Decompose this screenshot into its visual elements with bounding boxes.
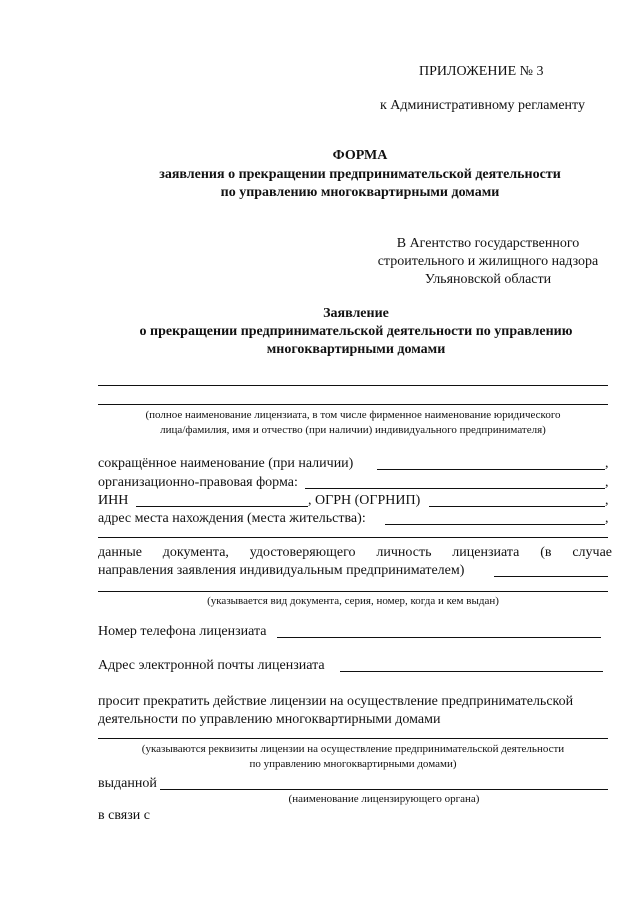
email-label: Адрес электронной почты лицензиата (98, 658, 325, 673)
issued-by-field[interactable] (160, 789, 608, 790)
address-field-line-2[interactable] (98, 537, 608, 538)
ogrn-label: , ОГРН (ОГРНИП) (308, 493, 421, 508)
ogrn-comma: , (605, 493, 609, 508)
reason-label: в связи с (98, 808, 150, 823)
short-name-field[interactable] (377, 469, 605, 470)
licensee-name-hint-line1: (полное наименование лицензиата, в том числе фирменное наименование юридического (145, 409, 561, 421)
licensee-name-line-2[interactable] (98, 404, 608, 405)
form-title: ФОРМА (332, 148, 388, 163)
identity-doc-line1: данные документа, удостоверяющего личность лицензиата (в случае (98, 545, 612, 560)
addressee-line3: Ульяновской области (424, 272, 552, 287)
license-details-hint-line2: по управлению многоквартирными домами) (249, 758, 457, 770)
identity-doc-line2: направления заявления индивидуальным предпринимателем) (98, 563, 465, 578)
legal-form-field[interactable] (305, 488, 605, 489)
statement-line2: многоквартирными домами (266, 342, 446, 357)
identity-doc-hint: (указывается вид документа, серия, номер, когда и кем выдан) (207, 595, 499, 607)
request-line2: деятельности по управлению многоквартирными домами (98, 712, 441, 727)
inn-label: ИНН (98, 493, 129, 508)
inn-field[interactable] (136, 506, 308, 507)
issued-by-hint: (наименование лицензирующего органа) (288, 793, 480, 805)
appendix-number: ПРИЛОЖЕНИЕ № 3 (419, 64, 544, 79)
short-name-label: сокращённое наименование (при наличии) (98, 456, 354, 471)
identity-doc-field-line-2[interactable] (98, 591, 608, 592)
appendix-reference: к Административному регламенту (380, 98, 585, 113)
identity-doc-field[interactable] (494, 576, 608, 577)
address-field[interactable] (385, 524, 605, 525)
statement-line1: о прекращении предпринимательской деятельности по управлению (139, 324, 573, 339)
license-details-field[interactable] (98, 738, 608, 739)
addressee-line1: В Агентство государственного (396, 236, 580, 251)
address-label: адрес места нахождения (места жительства): (98, 511, 366, 526)
short-name-comma: , (605, 456, 609, 471)
phone-field[interactable] (277, 637, 601, 638)
issued-label: выданной (98, 776, 157, 791)
licensee-name-hint-line2: лица/фамилия, имя и отчество (при наличии) индивидуального предпринимателя) (160, 424, 546, 436)
legal-form-label: организационно-правовая форма: (98, 475, 298, 490)
ogrn-field[interactable] (429, 506, 605, 507)
license-details-hint-line1: (указываются реквизиты лицензии на осуществление предпринимательской деятельности (141, 743, 565, 755)
email-field[interactable] (340, 671, 603, 672)
licensee-name-line-1[interactable] (98, 385, 608, 386)
form-subtitle-line1: заявления о прекращении предпринимательской деятельности (159, 167, 561, 182)
statement-title: Заявление (323, 306, 389, 321)
request-line1: просит прекратить действие лицензии на осуществление предпринимательской (98, 694, 574, 709)
addressee-line2: строительного и жилищного надзора (377, 254, 599, 269)
legal-form-comma: , (605, 475, 609, 490)
address-comma: , (605, 511, 609, 526)
phone-label: Номер телефона лицензиата (98, 624, 267, 639)
form-subtitle-line2: по управлению многоквартирными домами (220, 185, 500, 200)
